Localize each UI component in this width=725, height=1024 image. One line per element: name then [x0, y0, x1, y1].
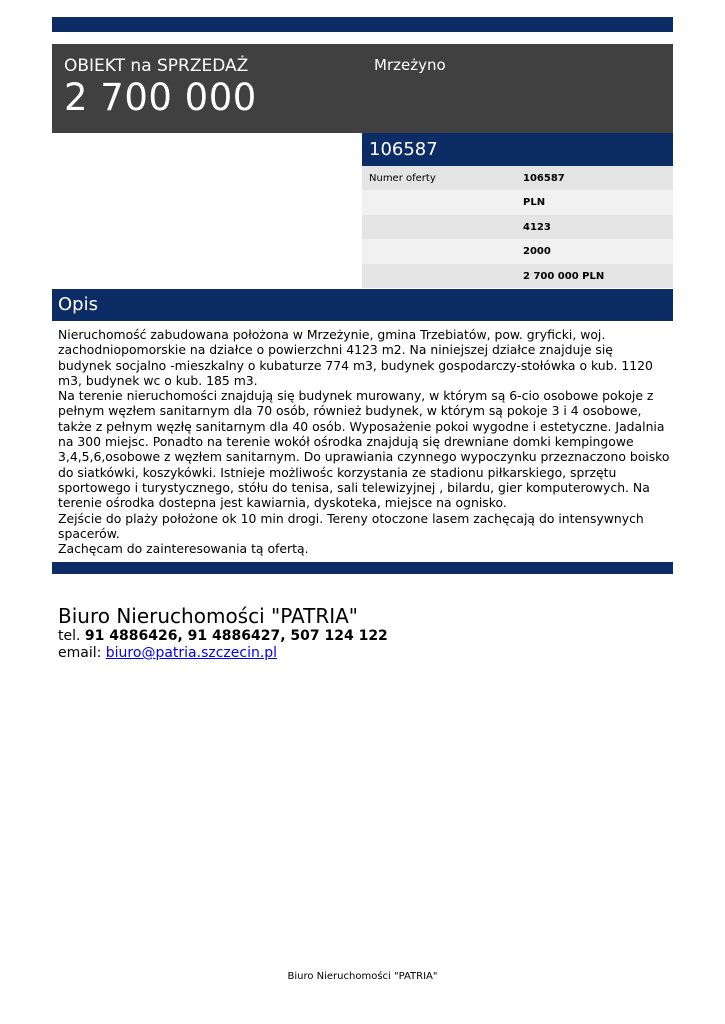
- description-paragraph: Zachęcam do zainteresowania tą ofertą.: [58, 541, 309, 557]
- top-divider-bar: [52, 17, 673, 32]
- details-value: 2 700 000 PLN: [523, 270, 605, 282]
- offer-header: [52, 44, 673, 133]
- description-paragraph: Nieruchomość zabudowana położona w Mrzeżynie, gmina Trzebiatów, pow. gryficki, woj. zachodniopomorskie na działce o powierzchni 4123 m2. Na niniejszej działce znajduje się budynek socjalno -mieszkalny o kubaturze 774 m3, budynek gospodarczy-stołówka o kub. 1120 m3, budynek wc o kub. 185 m3.: [58, 327, 653, 388]
- details-row: [362, 264, 673, 288]
- details-value: PLN: [523, 197, 546, 209]
- agency-contact: [58, 604, 670, 662]
- details-value: 4123: [523, 221, 551, 233]
- email-line: [58, 645, 670, 662]
- offer-id-bar: [362, 133, 673, 166]
- details-row: [362, 239, 673, 263]
- phone-line: [58, 628, 670, 645]
- description-text: [58, 327, 670, 556]
- price-headline: 2 700 000: [64, 76, 257, 119]
- description-paragraph: Na terenie nieruchomości znajdują się budynek murowany, w którym są 6-cio osobowe pokoje z pełnym węzłem sanitarnym dla 70 osób, również budynek, w którym są pokoje 3 i 4 osobowe, także z pełnym węzłę sanitarnym dla 40 osób. Wyposażenie pokoi wygodne i estetyczne. Jadalnia na 300 miejsc. Ponadto na terenie wokół ośrodka znajdują się drewniane domki kempingowe 3,4,5,6,osobowe z węzłem sanitarnym. Do uprawiania czynnego wypoczynku przeznaczono boisko do siatkówki, koszykówki. Istnieje możliwośc korzystania ze stadionu piłkarskiego, sprzętu sportowego i turystycznego, stółu do tenisa, sali telewizyjnej , bilardu, gier komputerowych. Na terenie ośrodka dostepna jest kawiarnia, dyskoteka, miejsce na ognisko.: [58, 388, 670, 511]
- agency-name: Biuro Nieruchomości "PATRIA": [58, 604, 359, 628]
- details-label: Numer oferty: [369, 173, 436, 184]
- description-paragraph: Zejście do plaży położone ok 10 min drogi. Tereny otoczone lasem zachęcają do intensywnych spacerów.: [58, 510, 644, 541]
- bottom-divider-bar: [52, 562, 673, 574]
- property-type-label: OBIEKT na SPRZEDAŻ: [64, 56, 249, 76]
- details-row: [362, 166, 673, 190]
- location-label: Mrzeżyno: [374, 56, 446, 74]
- offer-details-table: [362, 166, 673, 288]
- details-value: 106587: [523, 173, 565, 184]
- details-row: [362, 190, 673, 214]
- details-row: [362, 215, 673, 239]
- description-heading: Opis: [58, 294, 98, 315]
- email-link[interactable]: biuro@patria.szczecin.pl: [105, 645, 278, 661]
- page-footer: Biuro Nieruchomości "PATRIA": [287, 971, 438, 982]
- details-value: 2000: [523, 246, 551, 258]
- offer-id-title: 106587: [369, 139, 438, 160]
- phone-numbers: 91 4886426, 91 4886427, 507 124 122: [84, 628, 388, 644]
- description-heading-bar: [52, 289, 673, 321]
- phone-label: tel.: [58, 628, 81, 644]
- email-label: email:: [58, 645, 102, 661]
